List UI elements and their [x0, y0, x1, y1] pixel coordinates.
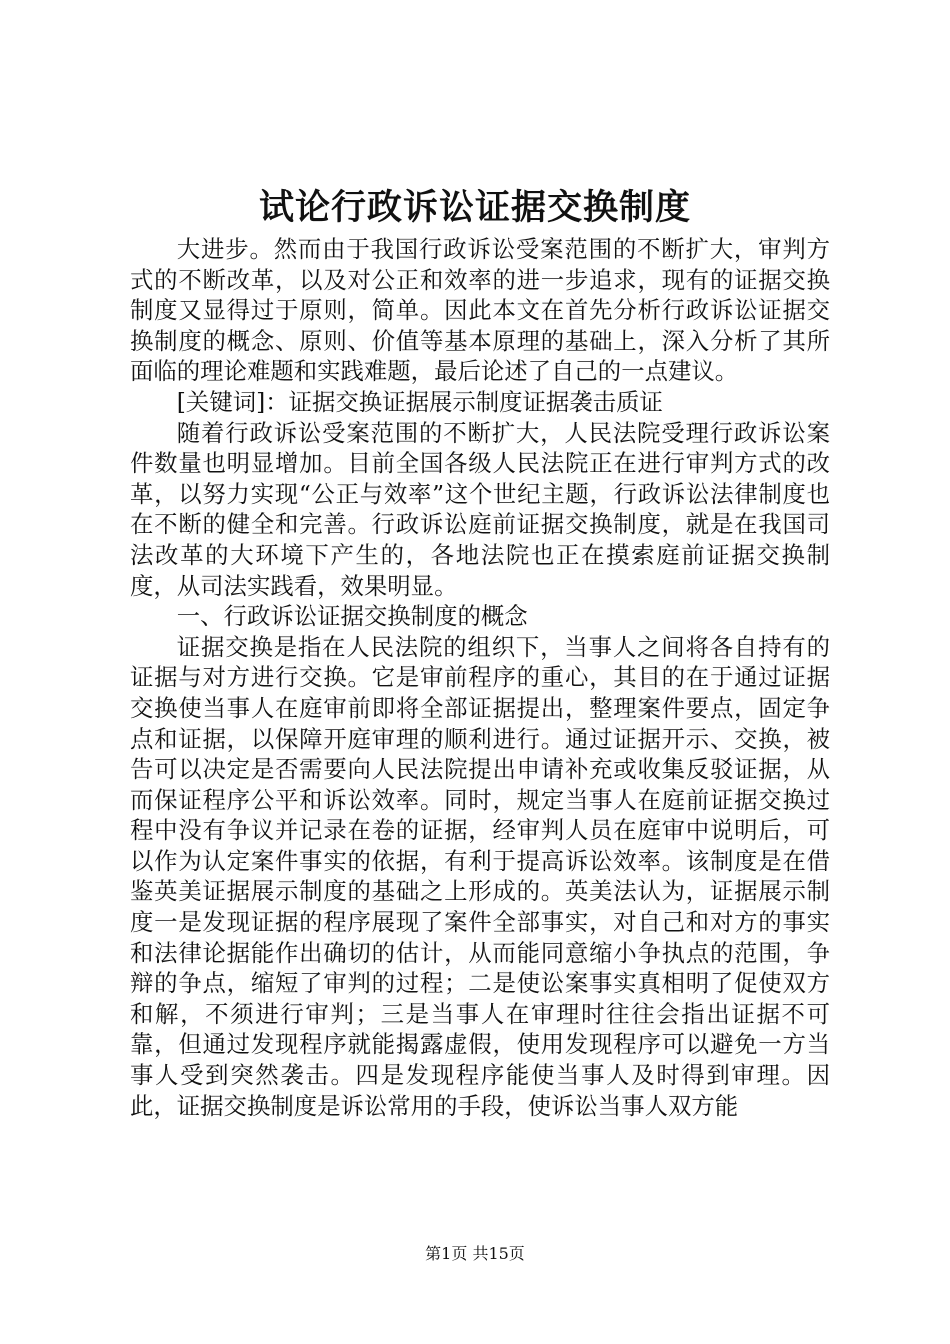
paragraph-concept: 证据交换是指在人民法院的组织下，当事人之间将各自持有的证据与对方进行交换。它是审前程序的重心，其目的在于通过证据交换使当事人在庭审前即将全部证据提出，整理案件要点，固定争点和证据，以保障开庭审理的顺利进行。通过证据开示、交换，被告可以决定是否需要向人民法院提出申请补充或收集反驳证据，从而保证程序公平和诉讼效率。同时，规定当事人在庭前证据交换过程中没有争议并记录在卷的证据，经审判人员在庭审中说明后，可以作为认定案件事实的依据，有利于提高诉讼效率。该制度是在借鉴英美证据展示制度的基础之上形成的。英美法认为，证据展示制度一是发现证据的程序展现了案件全部事实，对自己和对方的事实和法律论据能作出确切的估计，从而能同意缩小争执点的范围，争辩的争点，缩短了审判的过程；二是使讼案事实真相明了促使双方和解，不须进行审判；三是当事人在审理时往往会指出证据不可靠，但通过发现程序就能揭露虚假，使用发现程序可以避免一方当事人受到突然袭击。四是发现程序能使当事人及时得到审理。因此，证据交换制度是诉讼常用的手段，使诉讼当事人双方能	[130, 632, 830, 1120]
paragraph-keywords: [关键词]：证据交换证据展示制度证据袭击质证	[176, 387, 663, 416]
section-heading-concept: 一、行政诉讼证据交换制度的概念	[176, 602, 528, 631]
page-number-footer: 第1页 共15页	[425, 1244, 525, 1263]
document-body	[130, 234, 830, 1121]
paragraph-abstract: 大进步。然而由于我国行政诉讼受案范围的不断扩大，审判方式的不断改革，以及对公正和效率的进一步追求，现有的证据交换制度又显得过于原则，简单。因此本文在首先分析行政诉讼证据交换制度的概念、原则、价值等基本原理的基础上，深入分析了其所面临的理论难题和实践难题，最后论述了自己的一点建议。	[130, 235, 830, 386]
paragraph-intro: 随着行政诉讼受案范围的不断扩大，人民法院受理行政诉讼案件数量也明显增加。目前全国各级人民法院正在进行审判方式的改革，以努力实现“公正与效率”这个世纪主题，行政诉讼法律制度也在不断的健全和完善。行政诉讼庭前证据交换制度，就是在我国司法改革的大环境下产生的，各地法院也正在摸索庭前证据交换制度，从司法实践看，效果明显。	[130, 418, 830, 600]
page-title: 试论行政诉讼证据交换制度	[258, 187, 691, 228]
